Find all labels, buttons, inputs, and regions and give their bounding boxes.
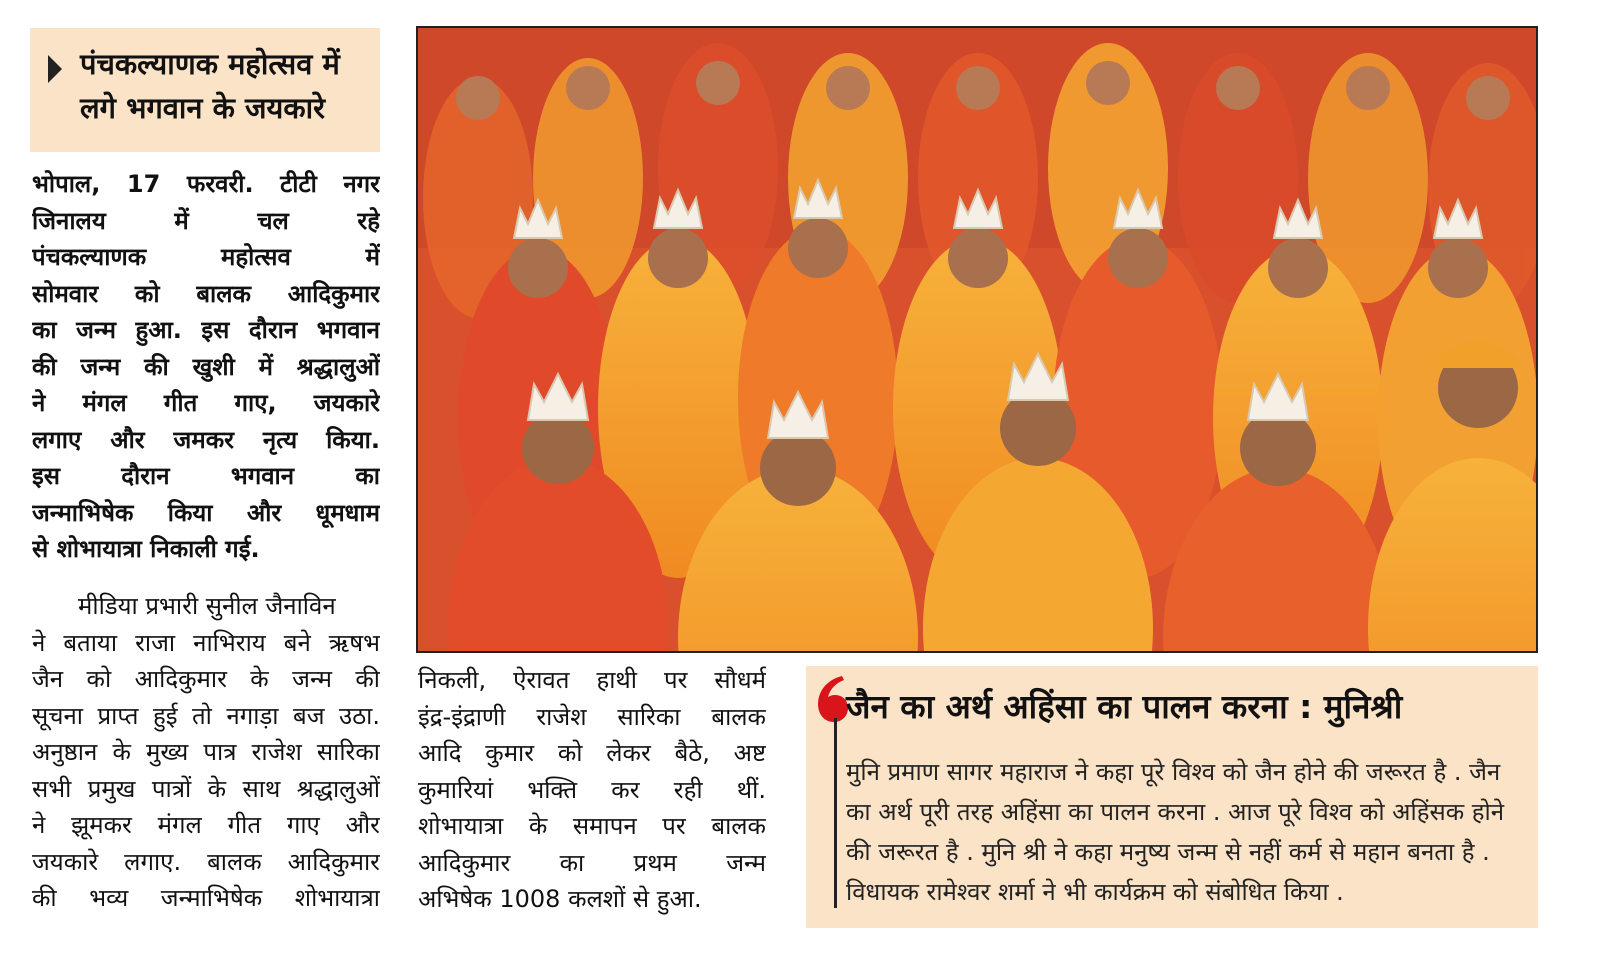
lead-line: सोमवार को बालक आदिकुमार	[32, 279, 380, 308]
quote-title: जैन का अर्थ अहिंसा का पालन करना : मुनिश्री	[846, 687, 1403, 726]
body-line: अनुष्ठान के मुख्य पात्र राजेश सारिका	[32, 738, 380, 766]
lead-line: जिनालय में चल रहे	[32, 206, 380, 235]
body-line: आदिकुमार का प्रथम जन्म	[418, 848, 766, 877]
body-line: की भव्य जन्माभिषेक शोभायात्रा	[32, 884, 380, 912]
body-line: सभी प्रमुख पात्रों के साथ श्रद्धालुओं	[32, 774, 380, 803]
quote-rule	[834, 718, 837, 908]
body-line: आदि कुमार को लेकर बैठे, अष्ट	[418, 739, 766, 767]
quote-line: की जरूरत है . मुनि श्री ने कहा मनुष्य जन्म से नहीं कर्म से महान बनता है .	[846, 838, 1490, 866]
headline-box	[30, 28, 380, 152]
body-line: मीडिया प्रभारी सुनील जैनाविन	[78, 592, 336, 620]
lead-line: लगाए और जमकर नृत्य किया.	[32, 425, 380, 454]
triangle-bullet-icon	[48, 55, 62, 83]
body-line: जयकारे लगाए. बालक आदिकुमार	[32, 847, 380, 876]
body-line: जैन को आदिकुमार के जन्म की	[32, 665, 380, 693]
lead-paragraph	[32, 166, 380, 568]
lead-line: भोपाल, 17 फरवरी. टीटी नगर	[32, 170, 380, 198]
lead-line: का जन्म हुआ. इस दौरान भगवान	[32, 316, 380, 344]
quote-box	[806, 666, 1538, 928]
headline-line-2: लगे भगवान के जयकारे	[80, 91, 325, 125]
crowd-illustration	[418, 28, 1536, 651]
lead-line: इस दौरान भगवान का	[32, 462, 380, 490]
quote-line: विधायक रामेश्वर शर्मा ने भी कार्यक्रम को संबोधित किया .	[846, 878, 1344, 906]
body-line: अभिषेक 1008 कलशों से हुआ.	[418, 885, 702, 913]
quote-line: मुनि प्रमाण सागर महाराज ने कहा पूरे विश्व को जैन होने की जरूरत है . जैन	[846, 758, 1501, 786]
body-column-1	[32, 588, 380, 917]
lead-line: जन्माभिषेक किया और धूमधाम	[32, 498, 380, 527]
quote-body	[846, 752, 1526, 912]
body-line: ने झूमकर मंगल गीत गाए और	[32, 811, 380, 839]
lead-line: पंचकल्याणक महोत्सव में	[32, 243, 380, 271]
body-column-2	[418, 662, 766, 918]
quote-line: का अर्थ पूरी तरह अहिंसा का पालन करना . आज पूरे विश्व को अहिंसक होने	[846, 798, 1505, 826]
body-line: सूचना प्राप्त हुई तो नगाड़ा बज उठा.	[32, 701, 380, 730]
lead-line: की जन्म की खुशी में श्रद्धालुओं	[32, 352, 380, 381]
headline-line-1: पंचकल्याणक महोत्सव में	[80, 47, 340, 81]
body-line: निकली, ऐरावत हाथी पर सौधर्म	[418, 666, 766, 694]
body-line: इंद्र-इंद्राणी राजेश सारिका बालक	[418, 702, 766, 731]
body-line: कुमारियां भक्ति कर रही थीं.	[418, 775, 766, 804]
body-line: ने बताया राजा नाभिराय बने ऋषभ	[32, 628, 380, 657]
lead-line: ने मंगल गीत गाए, जयकारे	[32, 389, 380, 417]
news-photo	[416, 26, 1538, 653]
lead-line: से शोभायात्रा निकाली गई.	[32, 535, 260, 563]
body-line: शोभायात्रा के समापन पर बालक	[418, 812, 766, 840]
